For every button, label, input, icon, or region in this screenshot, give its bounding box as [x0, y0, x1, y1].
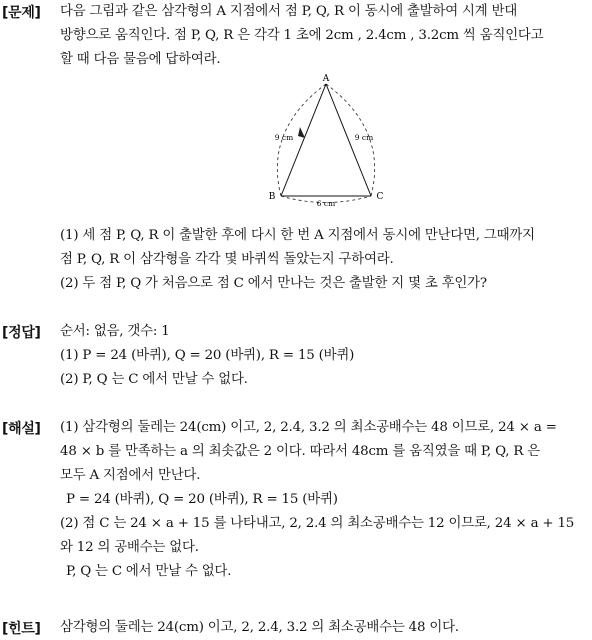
solution-line: P, Q 는 C 에서 만날 수 없다.	[66, 564, 232, 579]
direction-arrow	[298, 127, 305, 138]
problem-line: 다음 그림과 같은 삼각형의 A 지점에서 점 P, Q, R 이 동시에 출발하여 시계 반대	[60, 4, 518, 19]
answer-line: (2) P, Q 는 C 에서 만날 수 없다.	[60, 372, 248, 387]
solution-line: 모두 A 지점에서 만난다.	[60, 468, 201, 483]
problem-text	[60, 0, 588, 72]
triangle-figure	[0, 70, 592, 210]
side-left-label: 9 cm	[274, 133, 294, 142]
vertex-c-label: C	[376, 192, 384, 202]
hint-label: [힌트]	[2, 621, 41, 637]
hint-text	[60, 616, 588, 640]
vertex-a-label: A	[322, 74, 330, 84]
problem-line: 방향으로 움직인다. 점 P, Q, R 은 각각 1 초에 2cm , 2.4cm , 3.2cm 씩 움직인다고	[60, 28, 544, 43]
side-bottom-label: 6 cm	[316, 199, 336, 208]
answer-line: (1) P = 24 (바퀴), Q = 20 (바퀴), R = 15 (바퀴)	[60, 348, 355, 363]
question-line: 점 P, Q, R 이 삼각형을 각각 몇 바퀴씩 돌았는지 구하여라.	[60, 252, 394, 267]
answer-text	[60, 320, 588, 392]
question-line: (1) 세 점 P, Q, R 이 출발한 후에 다시 한 번 A 지점에서 동시에 만난다면, 그때까지	[60, 228, 535, 243]
problem-label: [문제]	[2, 5, 41, 21]
solution-line: (2) 점 C 는 24 × a + 15 를 나타내고, 2, 2.4 의 최소공배수는 12 이므로, 24 × a + 15	[60, 516, 575, 531]
answer-line: 순서: 없음, 갯수: 1	[60, 324, 170, 339]
answer-label: [정답]	[2, 325, 41, 341]
solution-line: (1) 삼각형의 둘레는 24(cm) 이고, 2, 2.4, 3.2 의 최소공배수는 48 이므로, 24 × a =	[60, 420, 557, 435]
side-right-label: 9 cm	[354, 133, 374, 142]
solution-label: [해설]	[2, 421, 41, 437]
solution-line: 48 × b 를 만족하는 a 의 최솟값은 2 이다. 따라서 48cm 를 움직였을 때 P, Q, R 은	[60, 444, 541, 459]
solution-text	[60, 416, 588, 584]
hint-line: 삼각형의 둘레는 24(cm) 이고, 2, 2.4, 3.2 의 최소공배수는 48 이다.	[60, 620, 459, 635]
solution-line: 와 12 의 공배수는 없다.	[60, 540, 199, 555]
solution-line: P = 24 (바퀴), Q = 20 (바퀴), R = 15 (바퀴)	[66, 492, 338, 507]
problem-line: 할 때 다음 물음에 답하여라.	[60, 52, 221, 67]
vertex-b-label: B	[268, 192, 276, 202]
question-line: (2) 두 점 P, Q 가 처음으로 점 C 에서 만나는 것은 출발한 지 몇 초 후인가?	[60, 276, 487, 291]
questions-text	[60, 224, 588, 296]
